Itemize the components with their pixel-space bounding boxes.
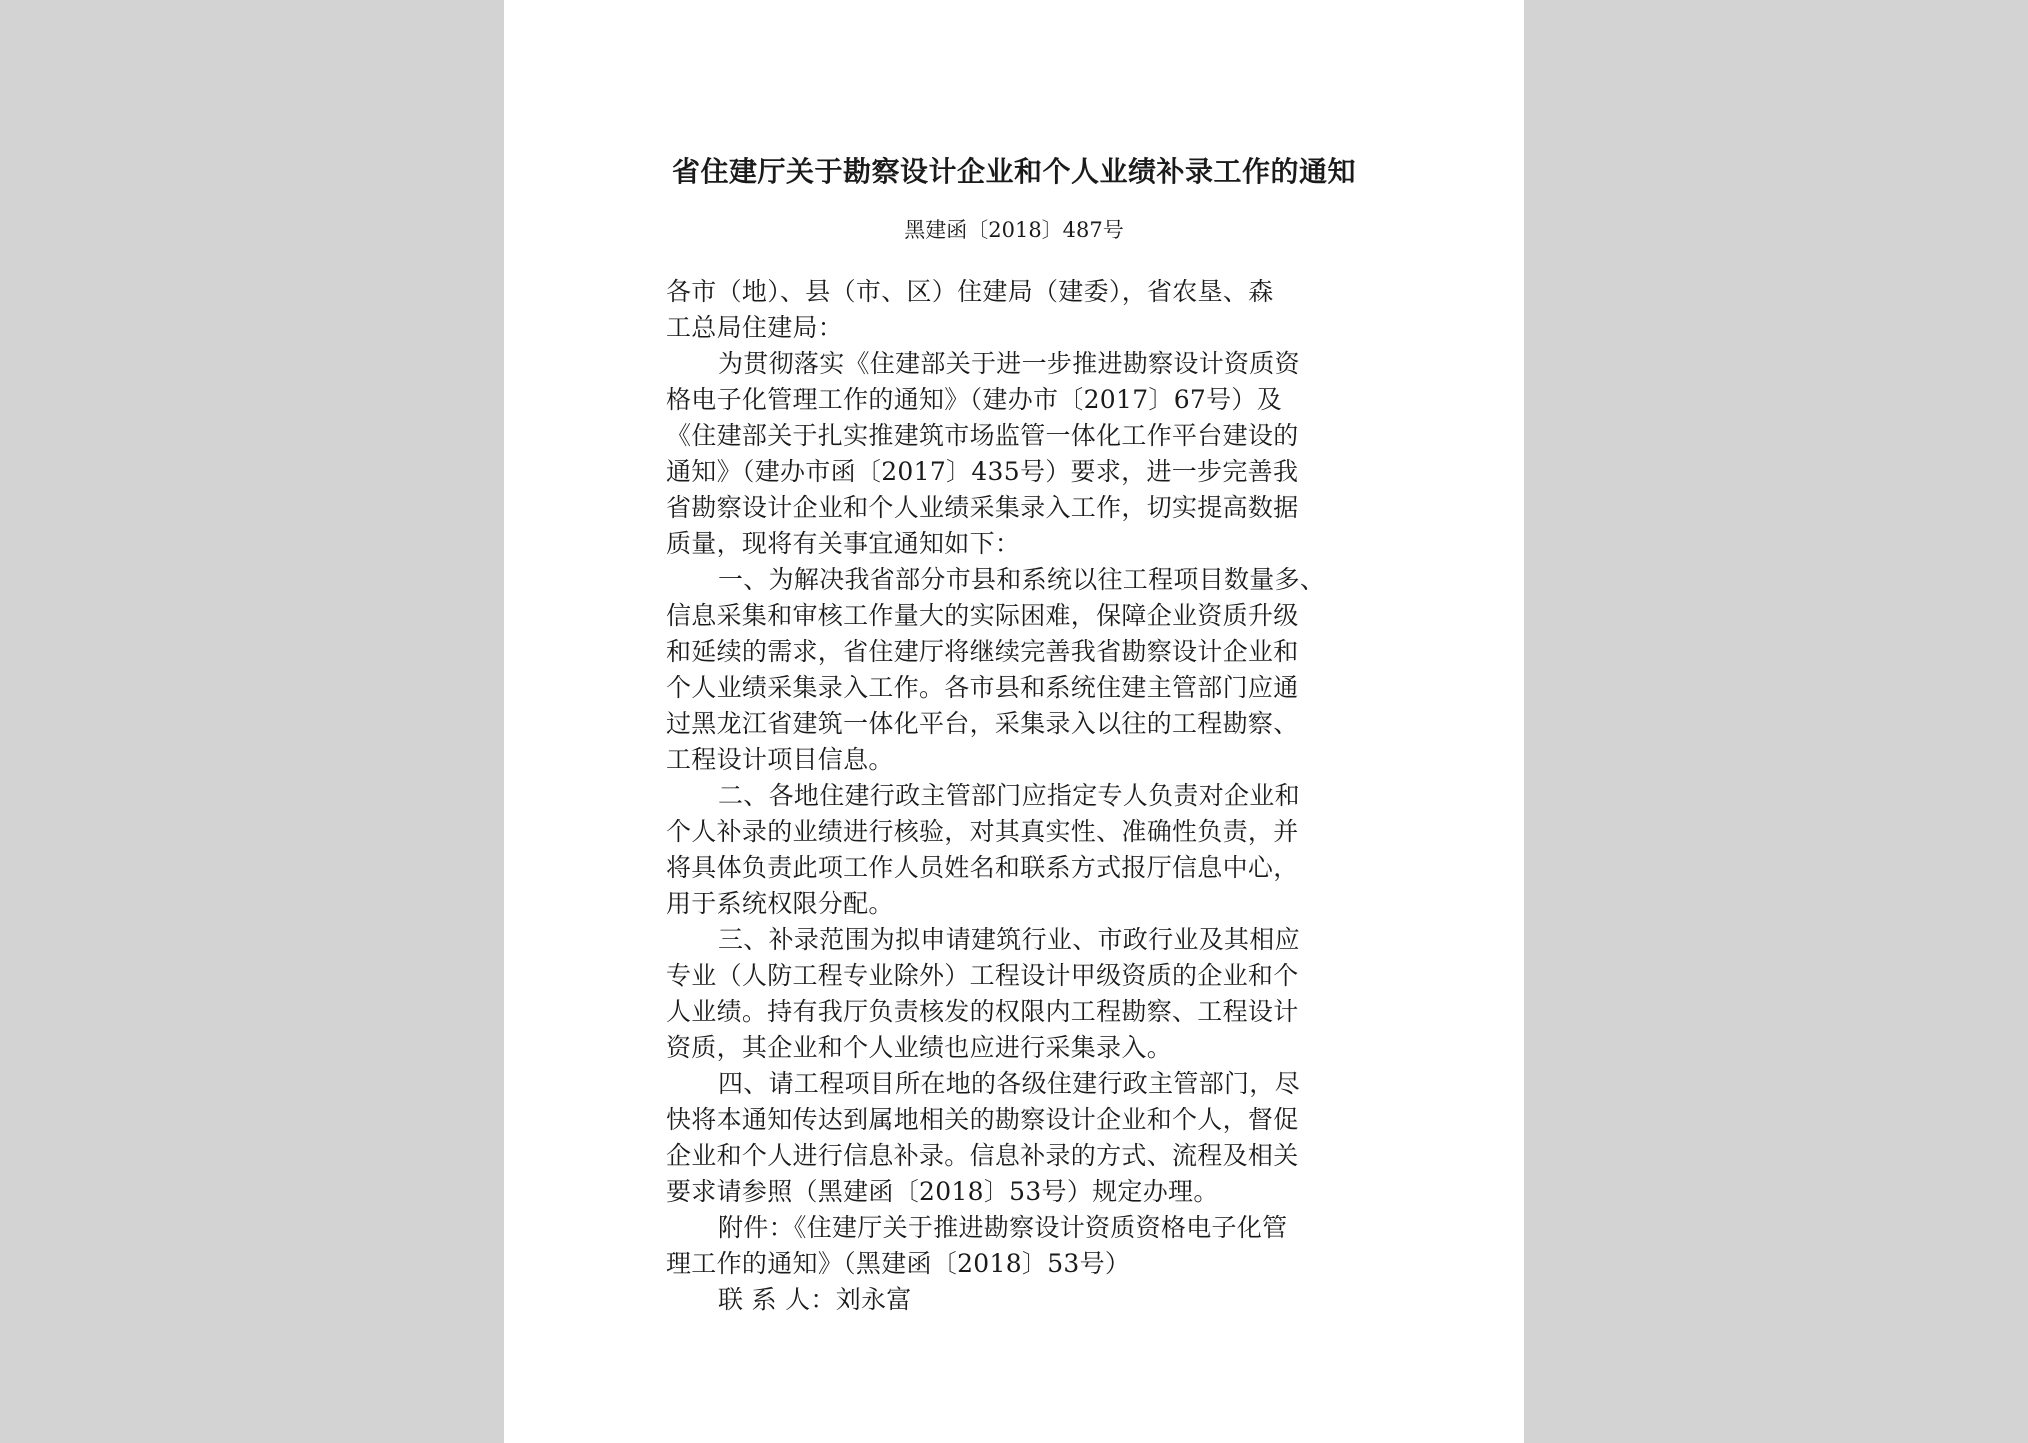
text-line: 资质，其企业和个人业绩也应进行采集录入。 [666, 1033, 1173, 1062]
text-line: 和延续的需求，省住建厅将继续完善我省勘察设计企业和 [666, 637, 1299, 666]
text-line: 人业绩。持有我厅负责核发的权限内工程勘察、工程设计 [666, 997, 1299, 1026]
text-line: 格电子化管理工作的通知》（建办市〔2017〕67号）及 [666, 385, 1283, 414]
text-line: 个人业绩采集录入工作。各市县和系统住建主管部门应通 [666, 673, 1299, 702]
text-line: 一、为解决我省部分市县和系统以往工程项目数量多、 [718, 565, 1326, 594]
text-line: 工总局住建局： [666, 313, 844, 342]
text-line: 工程设计项目信息。 [666, 745, 894, 774]
document-page [504, 0, 1524, 1443]
document-body [666, 274, 1386, 1318]
text-line: 将具体负责此项工作人员姓名和联系方式报厅信息中心， [666, 853, 1299, 882]
text-line: 质量，现将有关事宜通知如下： [666, 529, 1021, 558]
text-line: 快将本通知传达到属地相关的勘察设计企业和个人，督促 [666, 1105, 1299, 1134]
text-line: 二、各地住建行政主管部门应指定专人负责对企业和 [718, 781, 1300, 810]
text-line: 省勘察设计企业和个人业绩采集录入工作，切实提高数据 [666, 493, 1299, 522]
text-line: 要求请参照（黑建函〔2018〕53号）规定办理。 [666, 1177, 1219, 1206]
text-line: 用于系统权限分配。 [666, 889, 894, 918]
text-line: 企业和个人进行信息补录。信息补录的方式、流程及相关 [666, 1141, 1299, 1170]
text-line: 过黑龙江省建筑一体化平台，采集录入以往的工程勘察、 [666, 709, 1299, 738]
document-number: 黑建函〔2018〕487号 [904, 218, 1124, 242]
document-title: 省住建厅关于勘察设计企业和个人业绩补录工作的通知 [671, 155, 1356, 188]
text-line: 理工作的通知》（黑建函〔2018〕53号） [666, 1249, 1131, 1278]
text-line: 为贯彻落实《住建部关于进一步推进勘察设计资质资 [718, 349, 1300, 378]
text-line: 四、请工程项目所在地的各级住建行政主管部门，尽 [718, 1069, 1300, 1098]
text-line: 附件：《住建厅关于推进勘察设计资质资格电子化管 [718, 1213, 1288, 1242]
text-line: 三、补录范围为拟申请建筑行业、市政行业及其相应 [718, 925, 1300, 954]
text-line: 通知》（建办市函〔2017〕435号）要求，进一步完善我 [666, 457, 1299, 486]
text-line: 信息采集和审核工作量大的实际困难，保障企业资质升级 [666, 601, 1299, 630]
text-line: 个人补录的业绩进行核验，对其真实性、准确性负责，并 [666, 817, 1299, 846]
contact-line: 联 系 人：刘永富 [718, 1285, 912, 1314]
text-line: 专业（人防工程专业除外）工程设计甲级资质的企业和个 [666, 961, 1299, 990]
text-line: 各市（地）、县（市、区）住建局（建委），省农垦、森 [666, 277, 1274, 306]
text-line: 《住建部关于扎实推建筑市场监管一体化工作平台建设的 [666, 421, 1299, 450]
